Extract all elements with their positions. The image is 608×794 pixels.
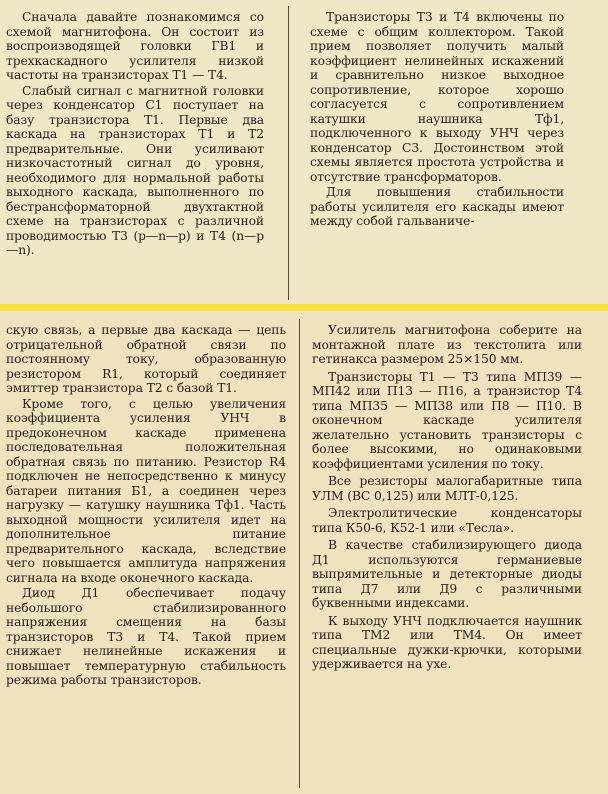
top-left-column [6, 0, 264, 306]
paragraph: К выходу УНЧ подключается наушник типа ТМ2 или ТМ4. Он имеет специальные дужки-крючки, которыми удерживается на ухе. [312, 613, 582, 671]
column-rule [299, 319, 300, 788]
paragraph: Слабый сигнал с магнитной головки через конденсатор С1 поступает на базу транзистора Т1. Первые два каскада на транзисторах Т1 и Т2 предварительные. Они усиливают низкочастотный сигнал до уровня, необходимого для нормальной работы выходного каскада, выполненного по бестрансформаторной двухтактной схеме на транзисторах с различной проводимостью Т3 (р—n—р) и Т4 (n—р—n). [6, 83, 264, 257]
paragraph: Транзисторы Т3 и Т4 включены по схеме с общим коллектором. Такой прием позволяет получить малый коэффициент нелинейных искажений и сравнительно низкое выходное сопротивление, которое хорошо согласуется с сопротивлением катушки наушника Тф1, подключенного к выходу УНЧ через конденсатор С3. Достоинством этой схемы является простота устройства и отсутствие трансформаторов. [310, 10, 564, 184]
paragraph: скую связь, а первые два каскада — цепь отрицательной обратной связи по постоянному току, образованную резистором R1, который соединяет эмиттер транзистора Т2 с базой Т1. [6, 323, 286, 395]
top-right-column [310, 0, 564, 306]
bottom-right-column [312, 313, 582, 794]
paragraph: Электролитические конденсаторы типа К50-6, К52-1 или «Тесла». [312, 506, 582, 535]
paragraph: Усилитель магнитофона соберите на монтажной плате из текстолита или гетинакса размером 25×150 мм. [312, 323, 582, 366]
column-rule [288, 6, 289, 300]
paragraph: Диод Д1 обеспечивает подачу небольшого стабилизированного напряжения смещения на базы транзисторов Т3 и Т4. Такой прием снижает нелинейные искажения и повышает температурную стабильность режима работы транзисторов. [6, 586, 286, 687]
paragraph: Все резисторы малогабаритные типа УЛМ (ВС 0,125) или МЛТ-0,125. [312, 474, 582, 503]
yellow-divider [0, 304, 608, 311]
paragraph: Сначала давайте познакомимся со схемой магнитофона. Он состоит из воспроизводящей головки ГВ1 и трехкаскадного усилителя низкой частоты на транзисторах Т1 — Т4. [6, 10, 264, 82]
top-page-fragment [0, 0, 608, 306]
bottom-page-fragment [0, 313, 608, 794]
paragraph: Транзисторы Т1 — Т3 типа МП39 — МП42 или П13 — П16, а транзистор Т4 типа МП35 — МП38 или П8 — П10. В оконечном каскаде усилителя желательно установить транзисторы с более высокими, но одинаковыми коэффициентами усиления по току. [312, 369, 582, 471]
paragraph: В качестве стабилизирующего диода Д1 используются германиевые выпрямительные и детекторные диоды типа Д7 или Д9 с различными буквенными индексами. [312, 538, 582, 610]
bottom-left-column [6, 313, 286, 794]
paragraph: Для повышения стабильности работы усилителя его каскады имеют между собой гальваниче- [310, 185, 564, 228]
paragraph: Кроме того, с целью увеличения коэффициента усиления УНЧ в предоконечном каскаде применена последовательная положительная обратная связь по питанию. Резистор R4 подключен не непосредственно к минусу батареи питания Б1, а соединен через нагрузку — катушку наушника Тф1. Часть выходной мощности усилителя идет на дополнительное питание предварительного каскада, вследствие чего повышается амплитуда напряжения сигнала на входе оконечного каскада. [6, 396, 286, 585]
